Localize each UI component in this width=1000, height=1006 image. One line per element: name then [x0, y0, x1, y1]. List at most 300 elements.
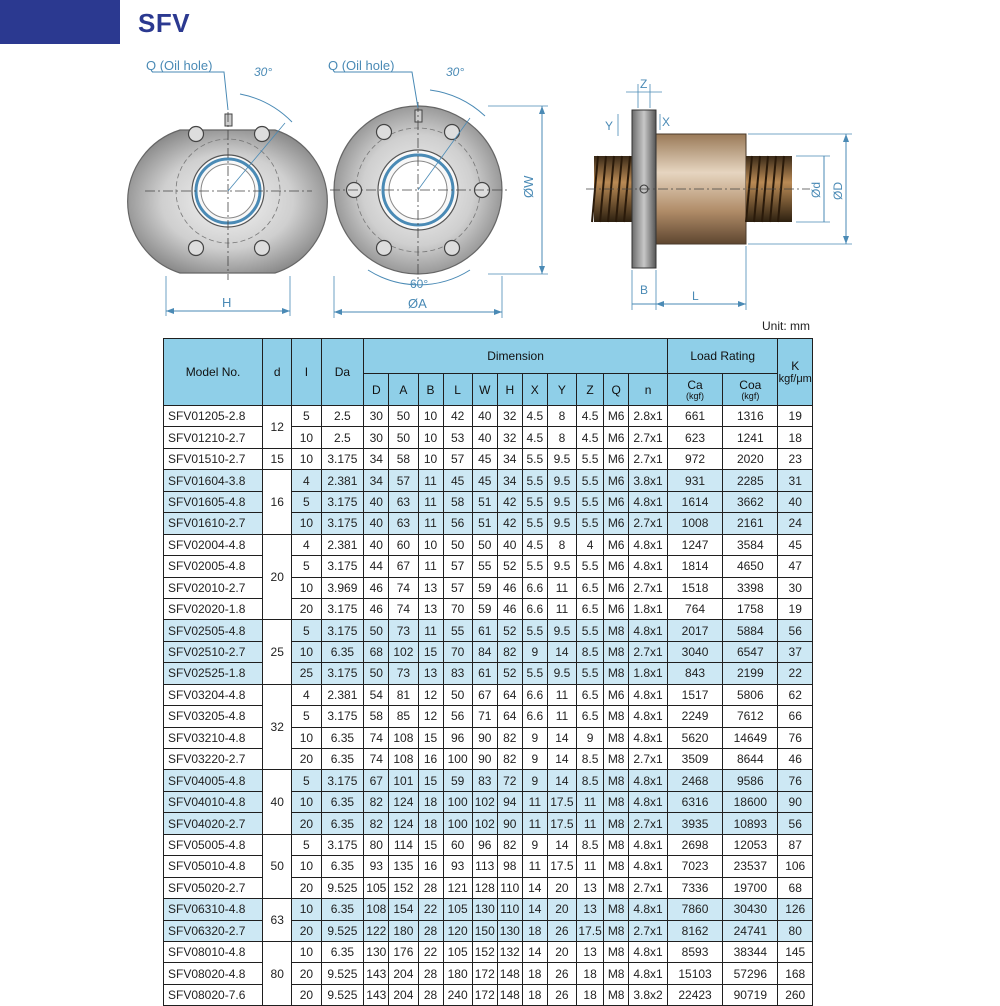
table-row	[164, 920, 813, 941]
table-cell: 19	[778, 598, 813, 619]
table-cell: 6.5	[577, 684, 604, 705]
table-cell: 5.5	[522, 448, 547, 469]
table-cell: 10	[292, 448, 321, 469]
table-cell: 4.8x1	[629, 770, 668, 791]
table-cell: 40	[472, 406, 497, 427]
table-row	[164, 856, 813, 877]
table-cell: 73	[389, 620, 418, 641]
table-cell: 5.5	[522, 556, 547, 577]
table-cell: 130	[472, 899, 497, 920]
table-cell: 28	[418, 984, 443, 1005]
table-cell: 4	[292, 470, 321, 491]
cell-model: SFV08020-4.8	[164, 963, 263, 984]
table-cell: 46	[497, 577, 522, 598]
table-cell: 82	[364, 791, 389, 812]
table-cell: 13	[577, 941, 604, 962]
table-cell: 145	[778, 941, 813, 962]
middle-flange-view	[328, 58, 548, 318]
table-cell: 1814	[667, 556, 722, 577]
table-cell: 20	[292, 984, 321, 1005]
table-cell: 14	[547, 641, 576, 662]
table-cell: 204	[389, 984, 418, 1005]
table-cell: 180	[389, 920, 418, 941]
table-cell: 10	[292, 941, 321, 962]
table-cell: 122	[364, 920, 389, 941]
cell-model: SFV02510-2.7	[164, 641, 263, 662]
table-cell: 12053	[723, 834, 778, 855]
table-cell: 85	[389, 706, 418, 727]
table-cell: M8	[604, 749, 629, 770]
table-cell: 70	[443, 641, 472, 662]
table-cell: 5.5	[577, 448, 604, 469]
table-cell: 93	[443, 856, 472, 877]
col-dim: A	[389, 374, 418, 406]
table-cell: 9586	[723, 770, 778, 791]
table-cell: 15	[418, 834, 443, 855]
table-cell: 5	[292, 834, 321, 855]
table-cell: 4.8x1	[629, 556, 668, 577]
col-dim: B	[418, 374, 443, 406]
table-cell: 2020	[723, 448, 778, 469]
table-cell: 4.8x1	[629, 491, 668, 512]
table-cell: 6.35	[321, 899, 364, 920]
table-cell: 100	[443, 791, 472, 812]
table-cell: 17.5	[547, 791, 576, 812]
table-cell: 843	[667, 663, 722, 684]
table-cell: 14	[547, 727, 576, 748]
table-cell: 6.6	[522, 577, 547, 598]
table-cell: 15	[418, 770, 443, 791]
table-cell: 74	[364, 749, 389, 770]
table-cell: 124	[389, 813, 418, 834]
table-cell: 53	[443, 427, 472, 448]
cell-d: 12	[263, 406, 292, 449]
table-cell: 6.5	[577, 577, 604, 598]
side-view	[586, 77, 852, 310]
table-cell: 62	[778, 684, 813, 705]
table-row	[164, 749, 813, 770]
table-cell: 57	[443, 577, 472, 598]
table-cell: 50	[389, 427, 418, 448]
table-cell: 1.8x1	[629, 663, 668, 684]
table-cell: 148	[497, 984, 522, 1005]
table-cell: 67	[364, 770, 389, 791]
table-cell: 9	[522, 641, 547, 662]
table-cell: 19700	[723, 877, 778, 898]
col-k-unit: kgf/μm	[778, 372, 812, 385]
table-cell: 6.5	[577, 706, 604, 727]
table-cell: 2698	[667, 834, 722, 855]
table-cell: 2249	[667, 706, 722, 727]
table-cell: 5	[292, 770, 321, 791]
table-cell: 10	[292, 641, 321, 662]
table-cell: 5.5	[577, 556, 604, 577]
table-cell: M8	[604, 834, 629, 855]
table-cell: 50	[472, 534, 497, 555]
table-cell: 11	[522, 813, 547, 834]
table-cell: 2.7x1	[629, 427, 668, 448]
table-cell: 26	[547, 963, 576, 984]
table-cell: 9	[522, 727, 547, 748]
cell-model: SFV01205-2.8	[164, 406, 263, 427]
table-cell: 18	[522, 963, 547, 984]
middle-height-label: ØW	[521, 175, 536, 198]
cell-d: 15	[263, 448, 292, 469]
table-cell: M8	[604, 877, 629, 898]
table-cell: 1758	[723, 598, 778, 619]
table-row	[164, 641, 813, 662]
table-cell: 18	[418, 791, 443, 812]
table-cell: 10	[292, 791, 321, 812]
col-ca-label: Ca	[687, 377, 703, 392]
table-cell: 150	[472, 920, 497, 941]
table-cell: 18	[577, 984, 604, 1005]
table-cell: M8	[604, 663, 629, 684]
table-cell: 9.5	[547, 491, 576, 512]
table-cell: 52	[497, 556, 522, 577]
table-cell: 56	[443, 706, 472, 727]
table-cell: 2.7x1	[629, 641, 668, 662]
table-cell: 28	[418, 920, 443, 941]
table-cell: 9.525	[321, 963, 364, 984]
table-cell: M6	[604, 491, 629, 512]
table-cell: 14	[522, 941, 547, 962]
table-cell: 2.5	[321, 427, 364, 448]
table-cell: 3.8x1	[629, 470, 668, 491]
table-cell: 82	[497, 641, 522, 662]
table-cell: 148	[497, 963, 522, 984]
table-cell: 22	[418, 899, 443, 920]
table-cell: 3.175	[321, 706, 364, 727]
table-cell: 96	[443, 727, 472, 748]
table-cell: 40	[497, 534, 522, 555]
table-cell: 25	[292, 663, 321, 684]
table-cell: 5.5	[577, 663, 604, 684]
side-x-label: X	[662, 115, 671, 129]
table-cell: 5884	[723, 620, 778, 641]
col-dim: W	[472, 374, 497, 406]
table-cell: M8	[604, 963, 629, 984]
table-row	[164, 899, 813, 920]
table-cell: 58	[389, 448, 418, 469]
table-cell: 56	[778, 813, 813, 834]
table-cell: 61	[472, 663, 497, 684]
table-cell: 12	[418, 684, 443, 705]
table-cell: M6	[604, 556, 629, 577]
table-cell: 2.381	[321, 534, 364, 555]
col-dim: n	[629, 374, 668, 406]
table-cell: 55	[472, 556, 497, 577]
table-cell: 168	[778, 963, 813, 984]
cell-model: SFV08010-4.8	[164, 941, 263, 962]
table-cell: 4.8x1	[629, 727, 668, 748]
table-cell: 14	[547, 749, 576, 770]
table-row	[164, 448, 813, 469]
table-cell: 31	[778, 470, 813, 491]
table-cell: 26	[547, 920, 576, 941]
table-cell: 13	[577, 899, 604, 920]
table-cell: 101	[389, 770, 418, 791]
table-cell: 764	[667, 598, 722, 619]
table-cell: 5.5	[522, 620, 547, 641]
table-cell: 10	[292, 856, 321, 877]
table-cell: 7860	[667, 899, 722, 920]
table-cell: 15103	[667, 963, 722, 984]
table-cell: 102	[472, 791, 497, 812]
table-cell: 57296	[723, 963, 778, 984]
table-cell: 22	[778, 663, 813, 684]
table-cell: 87	[778, 834, 813, 855]
table-cell: 6.6	[522, 706, 547, 727]
table-cell: 18	[522, 920, 547, 941]
table-cell: 8.5	[577, 749, 604, 770]
table-cell: 61	[472, 620, 497, 641]
table-cell: 124	[389, 791, 418, 812]
middle-width-label: ØA	[408, 296, 427, 311]
table-cell: 5	[292, 491, 321, 512]
table-cell: 70	[443, 598, 472, 619]
table-cell: 623	[667, 427, 722, 448]
table-cell: 60	[443, 834, 472, 855]
table-cell: 58	[364, 706, 389, 727]
table-cell: 74	[364, 727, 389, 748]
table-cell: 11	[418, 470, 443, 491]
table-cell: 11	[547, 577, 576, 598]
table-cell: 13	[418, 598, 443, 619]
table-cell: 82	[497, 727, 522, 748]
table-cell: 2.8x1	[629, 406, 668, 427]
table-cell: 18	[778, 427, 813, 448]
table-cell: 14	[547, 834, 576, 855]
table-cell: 105	[443, 941, 472, 962]
table-cell: 52	[497, 620, 522, 641]
table-cell: 73	[389, 663, 418, 684]
table-cell: 57	[443, 448, 472, 469]
table-cell: 11	[547, 598, 576, 619]
table-cell: 76	[778, 727, 813, 748]
table-cell: M8	[604, 727, 629, 748]
table-cell: 9.525	[321, 920, 364, 941]
table-cell: 82	[497, 749, 522, 770]
table-cell: 42	[497, 491, 522, 512]
table-cell: 17.5	[547, 856, 576, 877]
table-cell: 8593	[667, 941, 722, 962]
table-row	[164, 534, 813, 555]
table-cell: 3.175	[321, 834, 364, 855]
table-row	[164, 813, 813, 834]
table-cell: 3662	[723, 491, 778, 512]
header-accent-bar	[0, 0, 120, 44]
table-cell: 2.381	[321, 470, 364, 491]
table-cell: 121	[443, 877, 472, 898]
unit-label: Unit: mm	[762, 319, 810, 333]
table-cell: 81	[389, 684, 418, 705]
table-cell: 105	[443, 899, 472, 920]
table-cell: 83	[443, 663, 472, 684]
table-cell: 5.5	[577, 620, 604, 641]
cell-model: SFV02505-4.8	[164, 620, 263, 641]
table-row	[164, 427, 813, 448]
table-cell: M8	[604, 770, 629, 791]
table-cell: 172	[472, 963, 497, 984]
table-cell: 5.5	[522, 663, 547, 684]
side-y-label: Y	[605, 119, 614, 133]
table-cell: 6.6	[522, 598, 547, 619]
table-cell: 100	[443, 813, 472, 834]
table-cell: 42	[443, 406, 472, 427]
table-cell: 240	[443, 984, 472, 1005]
table-cell: 67	[472, 684, 497, 705]
table-cell: 130	[364, 941, 389, 962]
table-cell: 19	[778, 406, 813, 427]
table-cell: 20	[547, 899, 576, 920]
table-cell: 20	[547, 877, 576, 898]
table-cell: 5	[292, 706, 321, 727]
table-cell: 108	[364, 899, 389, 920]
table-cell: 4.8x1	[629, 534, 668, 555]
table-cell: 9.5	[547, 663, 576, 684]
table-cell: 76	[778, 770, 813, 791]
table-cell: 4.5	[522, 427, 547, 448]
table-cell: 14	[522, 899, 547, 920]
table-cell: 28	[418, 877, 443, 898]
table-cell: 4650	[723, 556, 778, 577]
table-cell: 9.5	[547, 470, 576, 491]
table-cell: 6547	[723, 641, 778, 662]
table-cell: 172	[472, 984, 497, 1005]
table-cell: 13	[418, 663, 443, 684]
middle-angle-label: 30°	[446, 65, 465, 79]
table-cell: M6	[604, 448, 629, 469]
side-d-big-label: ØD	[831, 182, 845, 200]
table-cell: M8	[604, 941, 629, 962]
table-cell: 8162	[667, 920, 722, 941]
table-cell: 28	[418, 963, 443, 984]
table-cell: 1518	[667, 577, 722, 598]
table-cell: 6.35	[321, 641, 364, 662]
table-cell: 34	[364, 448, 389, 469]
table-cell: M6	[604, 513, 629, 534]
table-cell: 47	[778, 556, 813, 577]
table-cell: 20	[292, 749, 321, 770]
table-cell: 18600	[723, 791, 778, 812]
table-cell: 40	[778, 491, 813, 512]
table-cell: 11	[547, 684, 576, 705]
table-cell: 10	[292, 427, 321, 448]
table-cell: 20	[292, 920, 321, 941]
table-cell: 2161	[723, 513, 778, 534]
table-cell: 1247	[667, 534, 722, 555]
table-cell: 98	[497, 856, 522, 877]
table-cell: 55	[443, 620, 472, 641]
table-cell: 60	[389, 534, 418, 555]
cell-d: 50	[263, 834, 292, 898]
table-cell: 5620	[667, 727, 722, 748]
col-ca-unit: (kgf)	[686, 390, 705, 401]
table-cell: 11	[577, 813, 604, 834]
table-cell: 50	[443, 534, 472, 555]
table-cell: 5.5	[522, 513, 547, 534]
table-cell: 11	[418, 556, 443, 577]
table-cell: 2468	[667, 770, 722, 791]
table-cell: 7336	[667, 877, 722, 898]
table-cell: 6.35	[321, 856, 364, 877]
table-cell: 128	[472, 877, 497, 898]
table-cell: 93	[364, 856, 389, 877]
table-cell: M8	[604, 706, 629, 727]
table-cell: 6.35	[321, 813, 364, 834]
left-oil-hole-label: Q (Oil hole)	[146, 58, 213, 73]
page-title: SFV	[138, 8, 191, 38]
table-cell: 82	[364, 813, 389, 834]
col-dim: H	[497, 374, 522, 406]
table-row	[164, 470, 813, 491]
cell-d: 16	[263, 470, 292, 534]
table-cell: 9.525	[321, 877, 364, 898]
table-cell: 8644	[723, 749, 778, 770]
table-cell: 51	[472, 513, 497, 534]
col-dim: Q	[604, 374, 629, 406]
col-dim: D	[364, 374, 389, 406]
table-cell: 2.7x1	[629, 749, 668, 770]
table-cell: 57	[443, 556, 472, 577]
table-cell: M6	[604, 470, 629, 491]
table-cell: 260	[778, 984, 813, 1005]
table-cell: 16	[418, 856, 443, 877]
table-cell: 17.5	[577, 920, 604, 941]
cell-model: SFV01610-2.7	[164, 513, 263, 534]
col-dimension: Dimension	[364, 339, 668, 374]
table-cell: 154	[389, 899, 418, 920]
table-row	[164, 406, 813, 427]
table-cell: 2285	[723, 470, 778, 491]
table-cell: 6.6	[522, 684, 547, 705]
table-cell: 11	[418, 491, 443, 512]
table-cell: 82	[497, 834, 522, 855]
table-row	[164, 877, 813, 898]
table-cell: 130	[497, 920, 522, 941]
table-cell: 110	[497, 899, 522, 920]
table-cell: 30	[778, 577, 813, 598]
table-cell: 1316	[723, 406, 778, 427]
table-cell: 72	[497, 770, 522, 791]
table-cell: 18	[577, 963, 604, 984]
table-cell: 3.175	[321, 513, 364, 534]
table-cell: 6316	[667, 791, 722, 812]
cell-model: SFV01604-3.8	[164, 470, 263, 491]
table-cell: 84	[472, 641, 497, 662]
table-row	[164, 556, 813, 577]
table-cell: 2199	[723, 663, 778, 684]
table-cell: 3040	[667, 641, 722, 662]
cell-d: 80	[263, 941, 292, 1005]
cell-model: SFV03210-4.8	[164, 727, 263, 748]
table-row	[164, 834, 813, 855]
table-cell: 10893	[723, 813, 778, 834]
table-cell: 100	[443, 749, 472, 770]
table-cell: 20	[292, 963, 321, 984]
table-cell: 152	[472, 941, 497, 962]
table-cell: 3.8x2	[629, 984, 668, 1005]
cell-model: SFV01510-2.7	[164, 448, 263, 469]
col-dim: Y	[547, 374, 576, 406]
table-cell: M6	[604, 684, 629, 705]
table-cell: 2017	[667, 620, 722, 641]
table-cell: 9.5	[547, 556, 576, 577]
table-cell: 3.175	[321, 663, 364, 684]
table-cell: 90	[497, 813, 522, 834]
table-cell: 42	[497, 513, 522, 534]
